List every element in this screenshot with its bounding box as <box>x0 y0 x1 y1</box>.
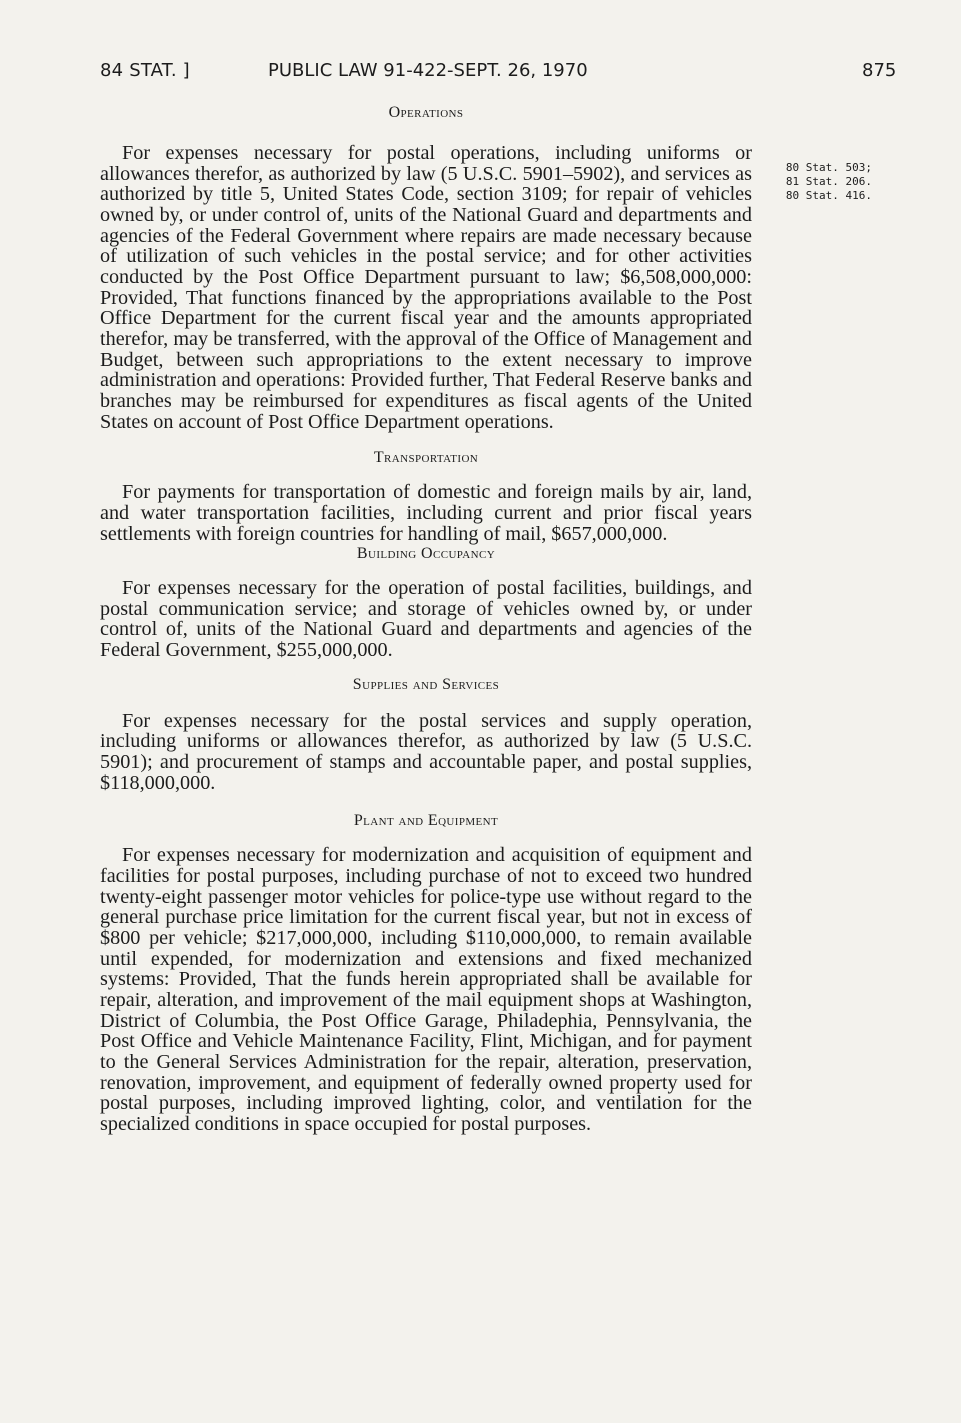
page-header <box>0 60 961 86</box>
margin-citations <box>762 161 872 203</box>
section-paragraph-plant-and-equipment: For expenses necessary for modernization and acquisition of equipment and facilities for postal purposes, including purchase of not to exceed two hundred twenty-eight passenger motor vehicles for police-type use without regard to the general purchase price limitation for the current fiscal year, but not in excess of $800 per vehicle; $217,000,000, including $110,000,000, to remain available until expended, for modernization and extensions and fixed mechanized systems: Provided, That the funds herein appropriated shall be available for repair, alteration, and improvement of the mail equipment shops at Washington, District of Columbia, the Post Office Garage, Philadephia, Pennsylvania, the Post Office and Vehicle Maintenance Facility, Flint, Michigan, and for payment to the General Services Administration for the repair, alteration, preservation, renovation, improvement, and equipment of federally owned property used for postal purposes, including improved lighting, color, and ventilation for the specialized conditions in space occupied for postal purposes. <box>100 844 752 1135</box>
section-paragraph-building-occupancy: For expenses necessary for the operation of postal facilities, buildings, and postal communication service; and storage of vehicles owned by, or under control of, units of the National Guard and departments and agencies of the Federal Government, $255,000,000. <box>100 577 752 662</box>
volume-reference: 84 STAT. ] <box>100 60 190 81</box>
margin-citation: 80 Stat. 416. <box>785 189 872 202</box>
section-heading-building-occupancy: Building Occupancy <box>356 545 496 563</box>
section-heading-plant-and-equipment: Plant and Equipment <box>353 812 499 830</box>
section-heading-supplies-and-services: Supplies and Services <box>352 675 500 693</box>
section-paragraph-operations: For expenses necessary for postal operations, including uniforms or allowances therefor, as authorized by law (5 U.S.C. 5901–5902), and services as authorized by title 5, United States Code, section 3109; for repair of vehicles owned by, or under control of, units of the National Guard and departments and agencies of the Federal Government where repairs are made necessary because of utilization of such vehicles in the postal service; and for other activities conducted by the Post Office Department pursuant to law; $6,508,000,000: Provided, That functions financed by the appropriations available to the Post Office Department for the current fiscal year and the amounts appropriated therefor, may be transferred, with the approval of the Office of Management and Budget, between such appropriations to the extent necessary to improve administration and operations: Provided further, That Federal Reserve banks and branches may be reimbursed for expenditures as fiscal agents of the United States on account of Post Office Department operations. <box>100 142 752 433</box>
law-title: PUBLIC LAW 91-422-SEPT. 26, 1970 <box>268 60 588 81</box>
section-heading-transportation: Transportation <box>373 449 479 467</box>
section-heading-operations: Operations <box>388 104 464 121</box>
margin-citation: 81 Stat. 206. <box>785 175 872 188</box>
section-paragraph-transportation: For payments for transportation of domestic and foreign mails by air, land, and water transportation facilities, including current and prior fiscal years settlements with foreign countries for handling of mail, $657,000,000. <box>100 481 752 545</box>
document-body <box>100 103 752 1135</box>
page-number: 875 <box>862 60 897 81</box>
section-paragraph-supplies-and-services: For expenses necessary for the postal services and supply operation, including uniforms or allowances therefor, as authorized by law (5 U.S.C. 5901); and procurement of stamps and accountable paper, and postal supplies, $118,000,000. <box>100 709 752 794</box>
margin-citation: 80 Stat. 503; <box>785 161 872 174</box>
